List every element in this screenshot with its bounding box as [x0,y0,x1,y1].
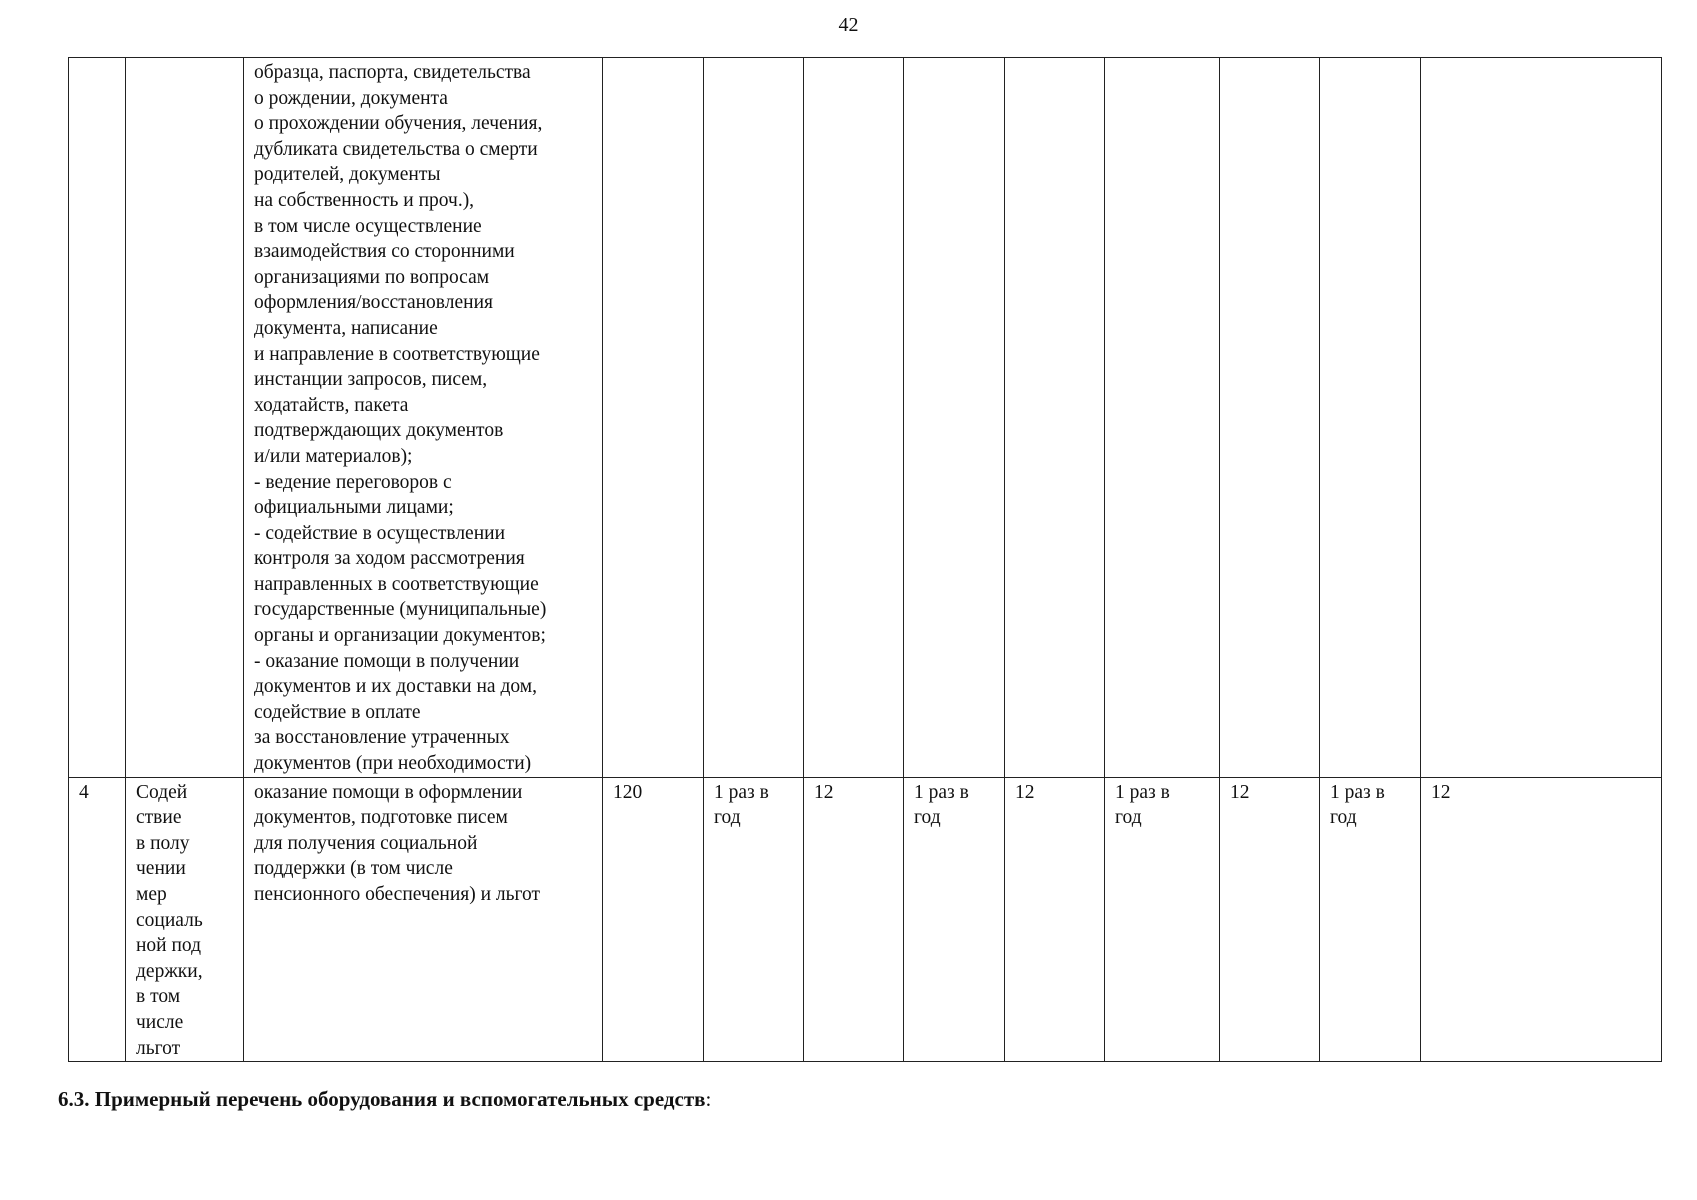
table-cell [1421,58,1662,778]
table-cell [804,58,904,778]
table-cell: 1 раз в год [1320,777,1421,1062]
cell-service [126,58,244,778]
table-cell: 12 [1005,777,1105,1062]
cell-number: 4 [69,777,126,1062]
table-cell: 1 раз в год [1105,777,1220,1062]
section-heading-text: 6.3. Примерный перечень оборудования и вспомогательных средств [58,1087,706,1111]
table-cell: 12 [804,777,904,1062]
table-cell [1005,58,1105,778]
cell-description: оказание помощи в оформлении документов, подготовке писем для получения социальной поддержки (в том числе пенсионного обеспечения) и льгот [244,777,603,1062]
cell-description: образца, паспорта, свидетельства о рождении, документа о прохождении обучения, лечения, дубликата свидетельства о смерти родителей, документы на собственность и проч.), в том числе осуществление взаимодействия со сторонними организациями по вопросам оформления/восстановления документа, написание и направление в соответствующие инстанции запросов, писем, ходатайств, пакета подтверждающих документов и/или материалов); - ведение переговоров с официальными лицами; - содействие в осуществлении контроля за ходом рассмотрения направленных в соответствующие государственные (муниципальные) органы и организации документов; - оказание помощи в получении документов и их доставки на дом, содействие в оплате за восстановление утраченных документов (при необходимости) [244,58,603,778]
table-cell [704,58,804,778]
cell-service: Содей ствие в полу чении мер социаль ной под держки, в том числе льгот [126,777,244,1062]
section-heading [58,1087,711,1112]
section-heading-colon: : [705,1087,712,1111]
table-cell [603,58,704,778]
table-cell: 1 раз в год [704,777,804,1062]
table-cell: 1 раз в год [904,777,1005,1062]
table-cell: 120 [603,777,704,1062]
table-cell [1105,58,1220,778]
services-table [68,57,1662,1062]
table-cell [904,58,1005,778]
page-number: 42 [838,14,859,36]
table-cell [1220,58,1320,778]
table-cell: 12 [1220,777,1320,1062]
table-row-4 [69,777,1662,1062]
table-row-continued [69,58,1662,778]
cell-number [69,58,126,778]
table-cell [1320,58,1421,778]
table-cell: 12 [1421,777,1662,1062]
